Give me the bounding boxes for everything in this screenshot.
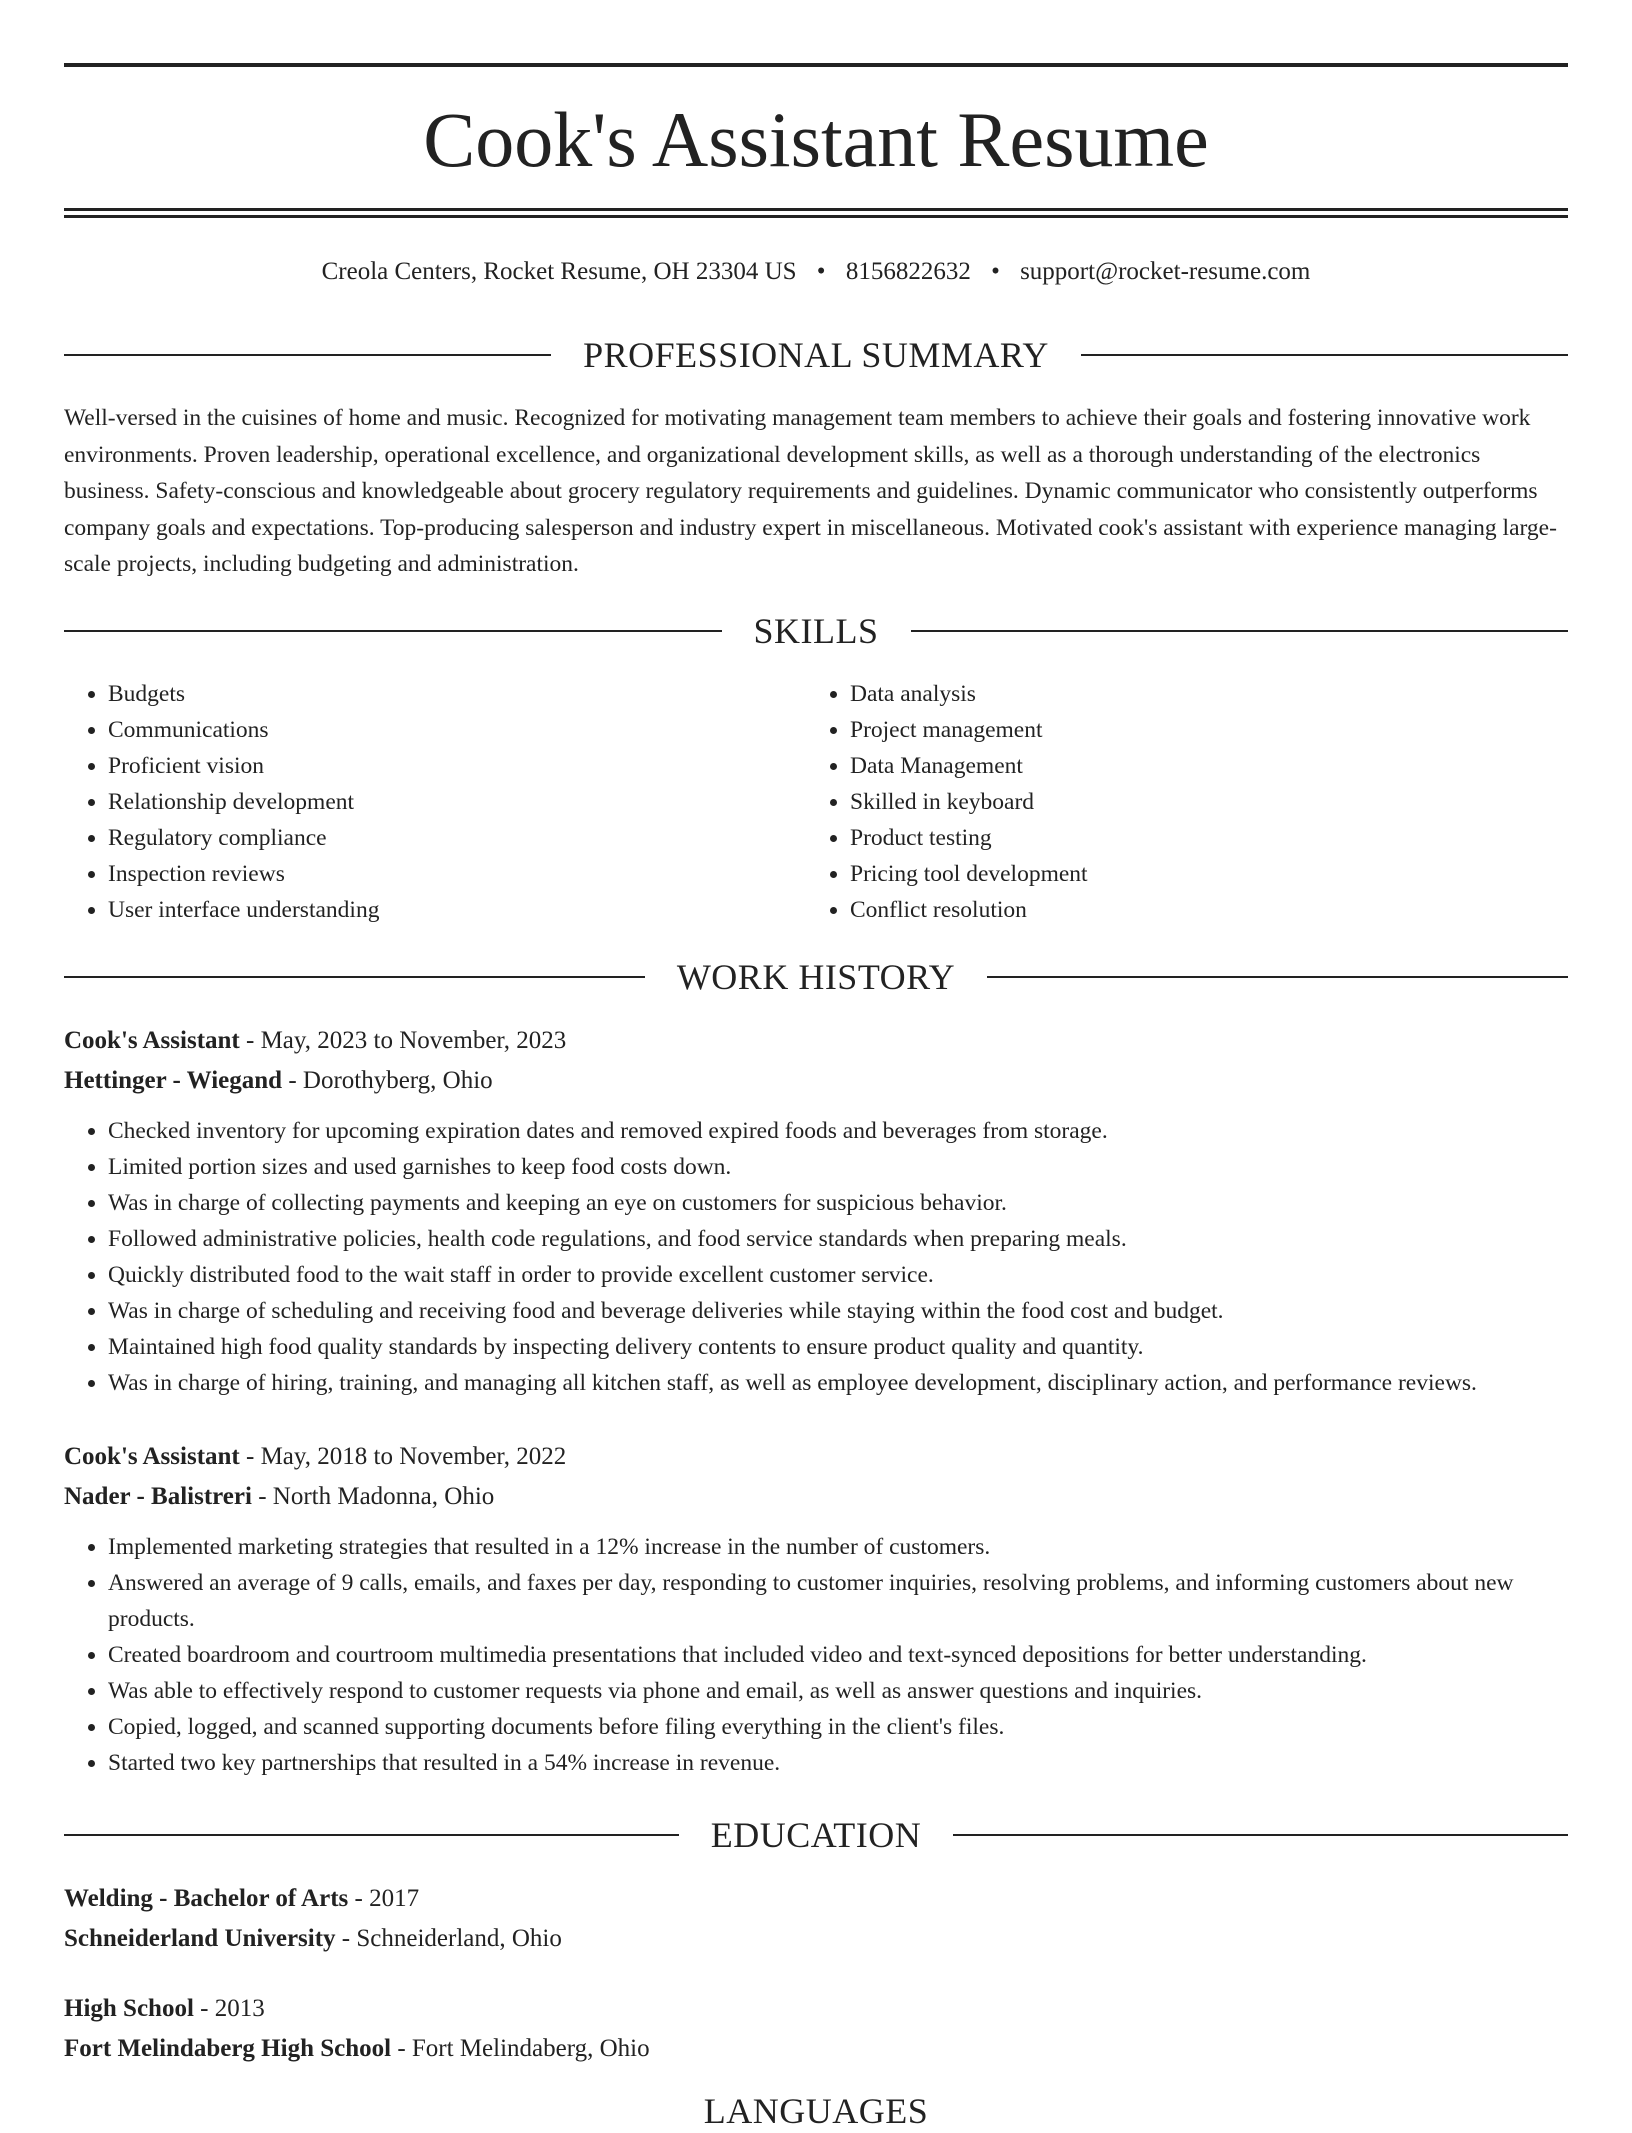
duty-item: • Followed administrative policies, health code regulations, and food service standards when preparing meals.	[108, 1221, 1568, 1257]
contact-email: support@rocket-resume.com	[1020, 258, 1311, 285]
contact-line	[64, 254, 1568, 290]
job-dates: - May, 2023 to November, 2023	[239, 1027, 567, 1054]
summary-text: Well-versed in the cuisines of home and music. Recognized for motivating management team members to achieve their goals and fostering innovative work environments. Proven leadership, operational excellence, and organizational development skills, as well as a thorough understanding of the electronics business. Safety-conscious and knowledgeable about grocery regulatory requirements and guidelines. Dynamic communicator who consistently outperforms company goals and expectations. Top-producing salesperson and industry expert in miscellaneous. Motivated cook's assistant with experience managing large-scale projects, including budgeting and administration.	[64, 405, 1557, 577]
divider	[953, 1834, 1568, 1836]
duty-item: • Maintained high food quality standards by inspecting delivery contents to ensure product quality and quantity.	[108, 1329, 1568, 1365]
job-company: Hettinger - Wiegand	[64, 1067, 283, 1094]
skill-item: • Conflict resolution	[850, 892, 1548, 928]
job-entry	[64, 1437, 1568, 1781]
job-company-line	[64, 1477, 1568, 1517]
section-header-summary	[64, 333, 1568, 377]
job-location: - North Madonna, Ohio	[251, 1483, 495, 1510]
education-entry	[64, 1989, 1568, 2069]
skills-column-left	[64, 676, 806, 928]
section-title: SKILLS	[753, 611, 879, 651]
section-title: EDUCATION	[710, 1815, 922, 1855]
section-header-work	[64, 955, 1568, 999]
duty-item: • Was able to effectively respond to customer requests via phone and email, as well as answer questions and inquiries.	[108, 1673, 1568, 1709]
section-header-languages	[64, 2089, 1568, 2133]
contact-separator: •	[816, 258, 826, 285]
education-location: - Fort Melindaberg, Ohio	[391, 2035, 650, 2062]
section-title: WORK HISTORY	[676, 957, 956, 997]
skill-item: • Proficient vision	[108, 748, 806, 784]
skill-item: • Pricing tool development	[850, 856, 1548, 892]
divider	[64, 1834, 679, 1836]
contact-phone: 8156822632	[845, 258, 971, 285]
job-duties	[64, 1113, 1568, 1401]
section-title: PROFESSIONAL SUMMARY	[583, 335, 1049, 375]
skills-list	[64, 676, 1568, 928]
duty-item: • Checked inventory for upcoming expiration dates and removed expired foods and beverages from storage.	[108, 1113, 1568, 1149]
education-year: - 2013	[193, 1995, 265, 2022]
education-entry	[64, 1879, 1568, 1959]
duty-item: • Was in charge of scheduling and receiving food and beverage deliveries while staying within the food cost and budget.	[108, 1293, 1568, 1329]
divider	[1081, 354, 1568, 356]
divider	[64, 354, 551, 356]
duty-item: • Limited portion sizes and used garnishes to keep food costs down.	[108, 1149, 1568, 1185]
duty-item: • Answered an average of 9 calls, emails, and faxes per day, responding to customer inquiries, resolving problems, and informing customers about new products.	[108, 1565, 1568, 1637]
education-location: - Schneiderland, Ohio	[335, 1925, 562, 1952]
section-title: LANGUAGES	[703, 2091, 929, 2131]
resume-title: Cook's Assistant Resume	[423, 96, 1209, 183]
job-company-line	[64, 1061, 1568, 1101]
divider	[987, 976, 1568, 978]
education-school: Schneiderland University	[64, 1925, 336, 1952]
skills-column-right	[806, 676, 1548, 928]
education-school-line	[64, 1919, 1568, 1959]
duty-item: • Started two key partnerships that resulted in a 54% increase in revenue.	[108, 1745, 1568, 1781]
title-double-rule	[64, 208, 1568, 218]
top-rule	[64, 63, 1568, 67]
section-header-skills	[64, 609, 1568, 653]
divider	[64, 630, 722, 632]
duty-item: • Was in charge of hiring, training, and managing all kitchen staff, as well as employee development, disciplinary action, and performance reviews.	[108, 1365, 1568, 1401]
contact-address: Creola Centers, Rocket Resume, OH 23304 US	[321, 258, 797, 285]
job-title-line	[64, 1437, 1568, 1477]
duty-item: • Was in charge of collecting payments and keeping an eye on customers for suspicious behavior.	[108, 1185, 1568, 1221]
skill-item: • Budgets	[108, 676, 806, 712]
duty-item: • Quickly distributed food to the wait staff in order to provide excellent customer service.	[108, 1257, 1568, 1293]
job-position: Cook's Assistant	[64, 1443, 240, 1470]
education-degree: Welding - Bachelor of Arts	[64, 1885, 349, 1912]
duty-item: • Implemented marketing strategies that resulted in a 12% increase in the number of customers.	[108, 1529, 1568, 1565]
job-title-line	[64, 1021, 1568, 1061]
divider	[64, 976, 645, 978]
education-degree-line	[64, 1879, 1568, 1919]
job-entry	[64, 1021, 1568, 1401]
skill-item: • Project management	[850, 712, 1548, 748]
job-dates: - May, 2018 to November, 2022	[239, 1443, 567, 1470]
duty-item: • Copied, logged, and scanned supporting documents before filing everything in the client's files.	[108, 1709, 1568, 1745]
education-degree-line	[64, 1989, 1568, 2029]
divider	[911, 630, 1569, 632]
skill-item: • Regulatory compliance	[108, 820, 806, 856]
education-school-line	[64, 2029, 1568, 2069]
skill-item: • Product testing	[850, 820, 1548, 856]
duty-item: • Created boardroom and courtroom multimedia presentations that included video and text-synced depositions for better understanding.	[108, 1637, 1568, 1673]
skill-item: • Data analysis	[850, 676, 1548, 712]
job-duties	[64, 1529, 1568, 1781]
education-year: - 2017	[348, 1885, 420, 1912]
job-position: Cook's Assistant	[64, 1027, 240, 1054]
job-location: - Dorothyberg, Ohio	[282, 1067, 493, 1094]
contact-separator: •	[991, 258, 1000, 285]
section-header-education	[64, 1813, 1568, 1857]
skill-item: • Communications	[108, 712, 806, 748]
skill-item: • Inspection reviews	[108, 856, 806, 892]
skill-item: • Data Management	[850, 748, 1548, 784]
skill-item: • User interface understanding	[108, 892, 806, 928]
education-degree: High School	[64, 1995, 194, 2022]
skill-item: • Relationship development	[108, 784, 806, 820]
education-school: Fort Melindaberg High School	[64, 2035, 392, 2062]
job-company: Nader - Balistreri	[64, 1483, 252, 1510]
skill-item: • Skilled in keyboard	[850, 784, 1548, 820]
